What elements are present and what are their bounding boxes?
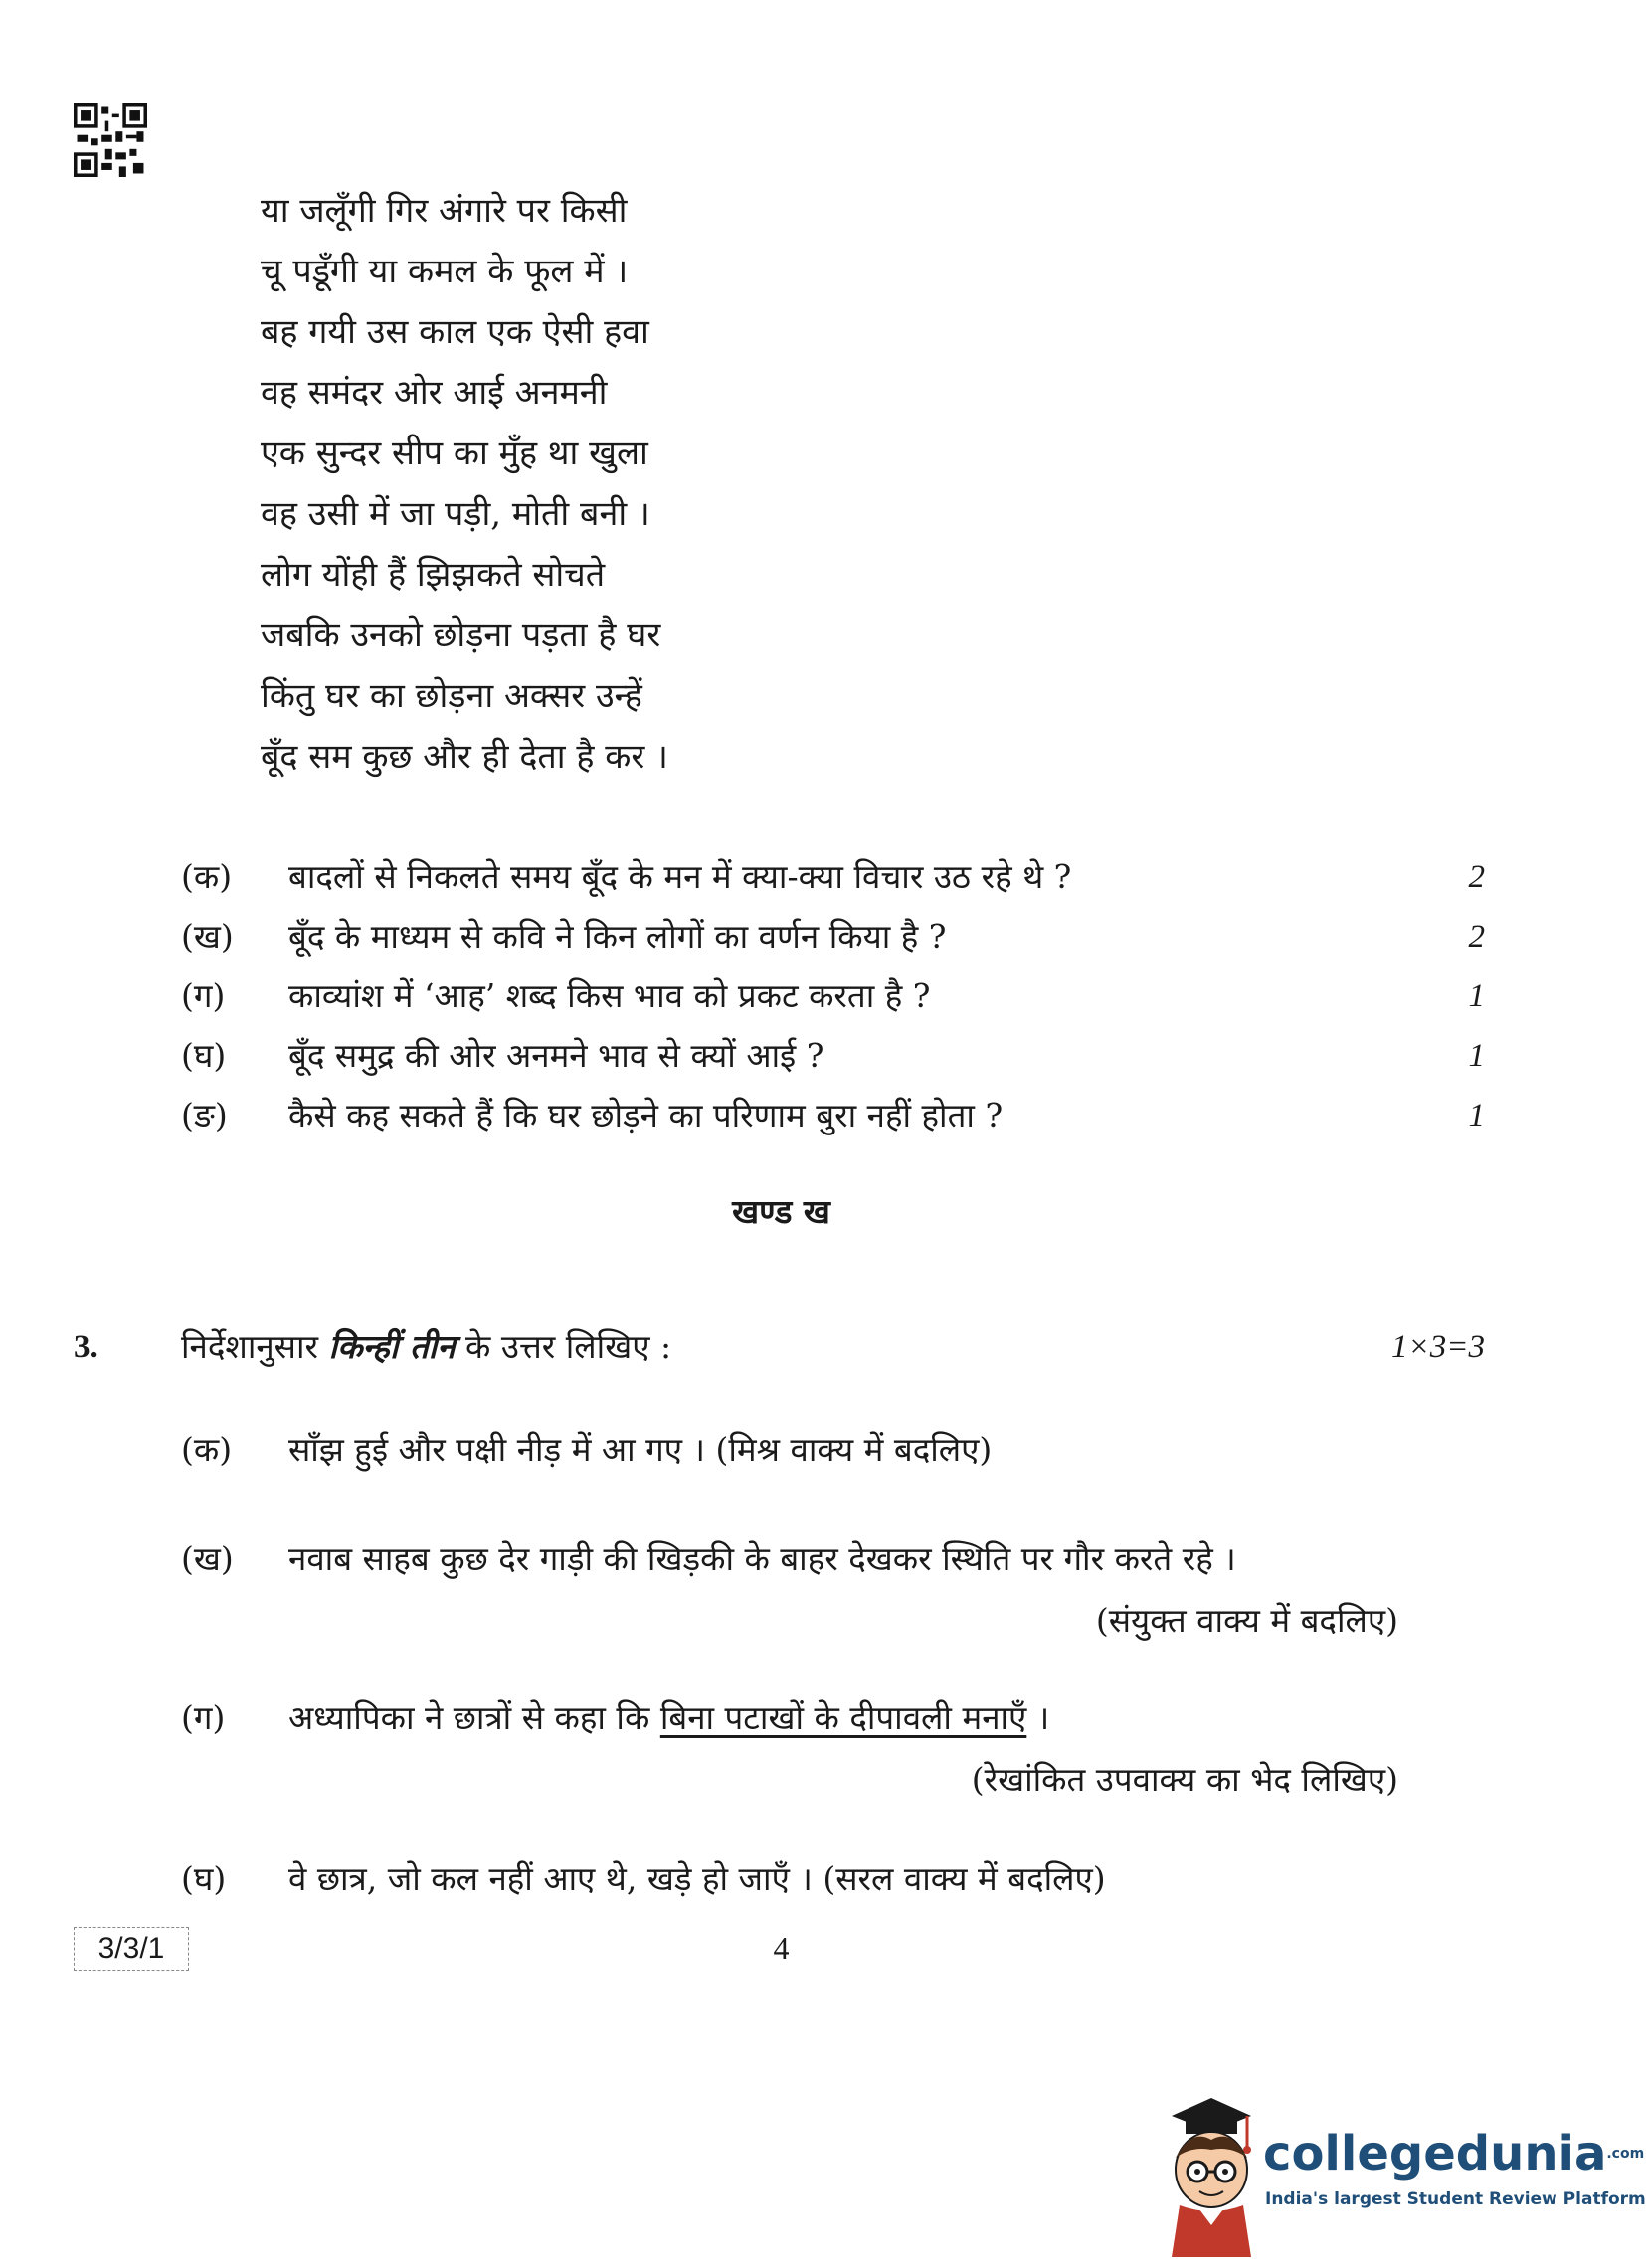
subquestion-text: कैसे कह सकते हैं कि घर छोड़ने का परिणाम बुरा नहीं होता ?	[288, 1096, 1004, 1134]
subquestion-text: बूँद के माध्यम से कवि ने किन लोगों का वर्णन किया है ?	[288, 917, 947, 956]
q2-subquestion	[0, 907, 1562, 966]
collegedunia-logo	[1152, 2088, 1646, 2257]
item-text: वे छात्र, जो कल नहीं आए थे, खड़े हो जाएँ । (सरल वाक्य में बदलिए)	[288, 1859, 1106, 1898]
poem-line: या जलूँगी गिर अंगारे पर किसी	[261, 191, 628, 231]
subquestion-label: (ङ)	[181, 1096, 228, 1134]
question-instruction	[181, 1322, 671, 1372]
poem-line: वह समंदर ओर आई अनमनी	[261, 373, 608, 413]
question-number: 3.	[74, 1329, 98, 1365]
item-label: (ख)	[181, 1539, 234, 1578]
subquestion-marks: 1	[1468, 978, 1485, 1014]
poem-line: बह गयी उस काल एक ऐसी हवा	[261, 312, 649, 352]
subquestion-text: बादलों से निकलते समय बूँद के मन में क्या-क्या विचार उठ रहे थे ?	[288, 857, 1072, 896]
q2-subquestion	[0, 1086, 1562, 1145]
qr-code	[74, 103, 147, 177]
page-number: 4	[773, 1930, 790, 1966]
poem	[261, 181, 668, 787]
q2-subquestion	[0, 1026, 1562, 1086]
subquestion-label: (घ)	[181, 1036, 227, 1075]
subquestion-label: (ख)	[181, 917, 234, 956]
mascot-icon	[1152, 2088, 1261, 2257]
q3-item	[0, 1690, 1562, 1820]
poem-line: बूँद सम कुछ और ही देता है कर ।	[261, 737, 668, 777]
subquestion-marks: 1	[1468, 1098, 1485, 1134]
question-marks: 1×3=3	[1390, 1329, 1485, 1365]
subquestion-label: (ग)	[181, 976, 226, 1015]
instruction-post: के उत्तर लिखिए :	[465, 1327, 672, 1366]
instruction-emphasis: किन्हीं तीन	[328, 1327, 456, 1366]
subquestion-marks: 2	[1468, 859, 1485, 895]
item-instruction: (रेखांकित उपवाक्य का भेद लिखिए)	[971, 1760, 1398, 1799]
brand-name	[1263, 2126, 1644, 2181]
item-text: साँझ हुई और पक्षी नीड़ में आ गए । (मिश्र वाक्य में बदलिए)	[288, 1430, 993, 1469]
underlined-clause: बिना पटाखों के दीपावली मनाएँ	[659, 1698, 1027, 1737]
item-label: (क)	[181, 1430, 233, 1469]
q2-subquestion	[0, 966, 1562, 1026]
q2-subquestion	[0, 847, 1562, 907]
item-label: (घ)	[181, 1859, 227, 1898]
poem-line: एक सुन्दर सीप का मुँह था खुला	[261, 434, 648, 473]
poem-line: चू पडूँगी या कमल के फूल में ।	[261, 252, 629, 291]
item-label: (ग)	[181, 1698, 226, 1737]
q3-item	[0, 1531, 1562, 1660]
item-text-post: ।	[1026, 1698, 1050, 1737]
subquestion-marks: 1	[1468, 1038, 1485, 1074]
subquestion-text: काव्यांश में ‘आह’ शब्द किस भाव को प्रकट करता है ?	[288, 976, 931, 1015]
subquestion-text: बूँद समुद्र की ओर अनमने भाव से क्यों आई ?	[288, 1036, 824, 1075]
brand-text: collegedunia	[1263, 2126, 1607, 2181]
brand-dotcom: .com	[1606, 2146, 1645, 2162]
instruction-pre: निर्देशानुसार	[181, 1327, 319, 1366]
subquestion-marks: 2	[1468, 919, 1485, 955]
poem-line: जबकि उनको छोड़ना पड़ता है घर	[261, 615, 661, 655]
poem-line: लोग योंही हैं झिझकते सोचते	[261, 555, 606, 595]
poem-line: वह उसी में जा पड़ी, मोती बनी ।	[261, 494, 650, 534]
item-text: नवाब साहब कुछ देर गाड़ी की खिड़की के बाहर देखकर स्थिति पर गौर करते रहे ।	[288, 1539, 1236, 1578]
subquestion-label: (क)	[181, 857, 233, 896]
poem-line: किंतु घर का छोड़ना अक्सर उन्हें	[261, 676, 642, 716]
item-text	[288, 1690, 1049, 1746]
paper-code: 3/3/1	[74, 1927, 189, 1971]
section-heading: खण्ड ख	[732, 1192, 830, 1231]
brand-tagline: India's largest Student Review Platform	[1265, 2189, 1646, 2209]
item-text-pre: अध्यापिका ने छात्रों से कहा कि	[288, 1698, 650, 1737]
item-instruction: (संयुक्त वाक्य में बदलिए)	[1095, 1601, 1398, 1640]
